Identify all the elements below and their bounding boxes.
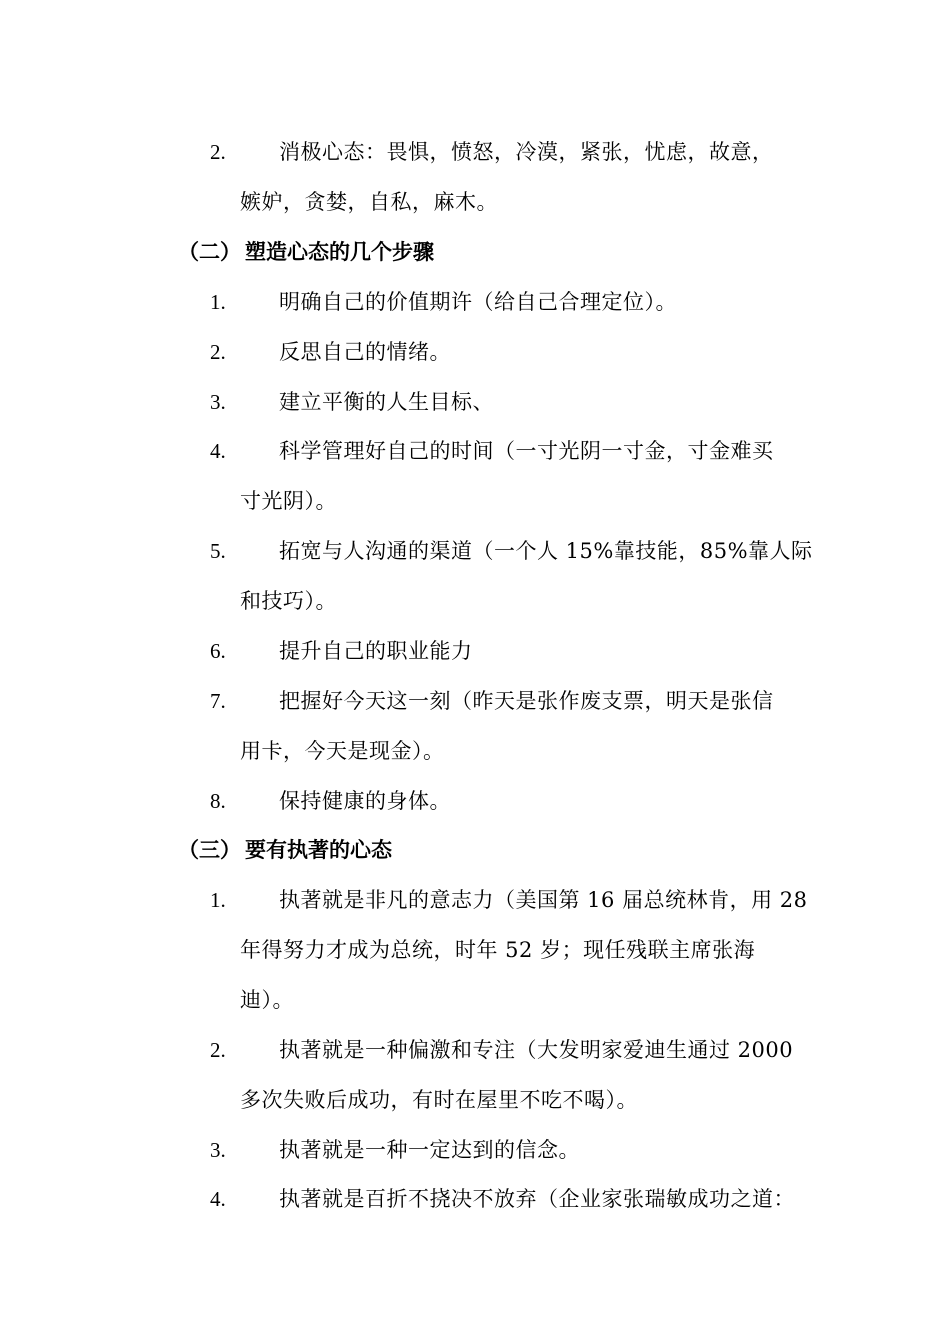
item-text: 执著就是一种偏激和专注（大发明家爱迪生通过 2000 [279,1038,794,1062]
item-number: 1. [210,888,226,912]
item-number: 5. [210,539,226,563]
item-number: 1. [210,290,226,314]
item-number: 6. [210,639,226,663]
item-text: 把握好今天这一刻（昨天是张作废支票，明天是张信 [279,689,774,713]
item-text: 建立平衡的人生目标、 [279,390,494,414]
section-number: （二） [178,239,241,264]
section-title: 塑造心态的几个步骤 [245,239,434,264]
item-text: 反思自己的情绪。 [279,340,451,364]
item-text-cont: 迪）。 [240,988,294,1012]
item-number: 2. [210,340,226,364]
item-number: 3. [210,390,226,414]
item-text-cont: 年得努力才成为总统，时年 52 岁；现任残联主席张海 [240,938,756,962]
item-number: 8. [210,789,226,813]
item-number: 2. [210,140,226,164]
item-number: 3. [210,1138,226,1162]
item-text: 消极心态：畏惧，愤怒，冷漠，紧张，忧虑，故意， [279,140,774,164]
item-text-cont: 多次失败后成功，有时在屋里不吃不喝）。 [240,1088,638,1112]
item-text: 执著就是非凡的意志力（美国第 16 届总统林肯，用 28 [279,888,808,912]
item-number: 4. [210,439,226,463]
item-number: 4. [210,1187,226,1211]
item-text-cont: 用卡，今天是现金）。 [240,739,445,763]
item-text: 保持健康的身体。 [279,789,451,813]
item-text: 科学管理好自己的时间（一寸光阴一寸金，寸金难买 [279,439,774,463]
item-text-cont: 和技巧）。 [240,589,337,613]
item-text: 拓宽与人沟通的渠道（一个人 15%靠技能，85%靠人际 [279,539,813,563]
item-text-cont: 寸光阴）。 [240,489,337,513]
item-text: 提升自己的职业能力 [279,639,473,663]
item-text: 执著就是百折不挠决不放弃（企业家张瑞敏成功之道： [279,1187,795,1211]
item-text-cont: 嫉妒，贪婪，自私，麻木。 [240,190,498,214]
item-text: 明确自己的价值期许（给自己合理定位）。 [279,290,677,314]
item-text: 执著就是一种一定达到的信念。 [279,1138,580,1162]
section-title: 要有执著的心态 [245,837,392,862]
item-number: 2. [210,1038,226,1062]
item-number: 7. [210,689,226,713]
section-number: （三） [178,837,241,862]
